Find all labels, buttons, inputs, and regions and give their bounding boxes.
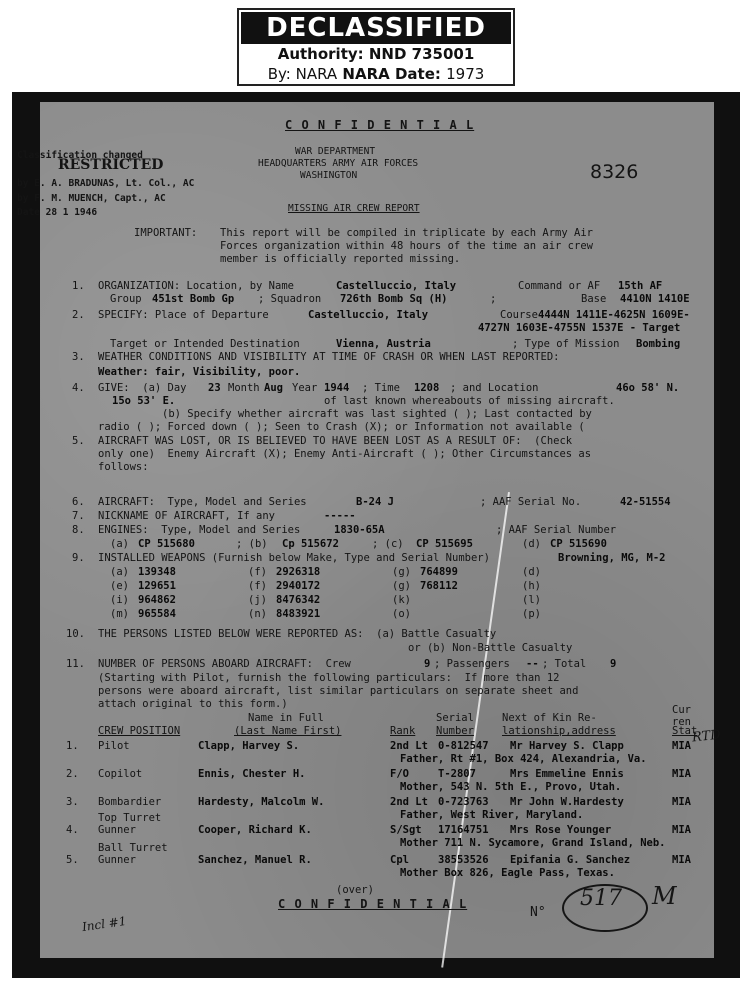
important-line-3: member is officially reported missing. (220, 253, 461, 265)
crew-name: Clapp, Harvey S. (198, 740, 300, 752)
number-label: N° (530, 905, 546, 920)
base-label: Base (581, 293, 607, 305)
crew-next-of-kin: Mrs Rose Younger (510, 824, 612, 836)
weapon-serial: 8476342 (276, 594, 321, 606)
header-serial-2: Number (436, 725, 474, 737)
engine-d-label: (d) (522, 538, 541, 550)
crew-name: Ennis, Chester H. (198, 768, 306, 780)
header-cur-2: ren (672, 716, 691, 728)
crew-next-of-kin: Mr Harvey S. Clapp (510, 740, 624, 752)
month-value: Aug (264, 382, 283, 394)
weapon-slot-label: (o) (392, 608, 411, 620)
weapon-slot-label: (m) (110, 608, 129, 620)
crew-kin-address: Mother, 543 N. 5th E., Provo, Utah. (400, 781, 622, 793)
engines-label: ENGINES: Type, Model and Series (98, 524, 301, 536)
engine-serial-label: ; AAF Serial Number (496, 524, 617, 536)
handwritten-m: M (652, 882, 677, 910)
crew-row-number: 1. (66, 740, 79, 752)
crew-rank: 2nd Lt (390, 740, 428, 752)
departure-value: Castelluccio, Italy (308, 309, 429, 321)
engine-b-value: Cp 515672 (282, 538, 339, 550)
authority-line: Authority: NND 735001 (277, 45, 475, 63)
classification-changed: Classification changed (17, 150, 143, 161)
engine-c-value: CP 515695 (416, 538, 473, 550)
crew-count: 9 (424, 658, 431, 670)
course-line-2: 4727N 1603E-4755N 1537E - Target (478, 322, 681, 334)
weapon-serial: 8483921 (276, 608, 321, 620)
item-4-num: 4. (72, 382, 85, 394)
crew-serial: 17164751 (438, 824, 489, 836)
casualty-battle: THE PERSONS LISTED BELOW WERE REPORTED AS: (a) Battle Casualty (98, 628, 497, 640)
report-form (17, 102, 722, 958)
engine-d-value: CP 515690 (550, 538, 607, 550)
crew-serial: 0-812547 (438, 740, 489, 752)
item-6-num: 6. (72, 496, 85, 508)
aaf-serial-value: 42-51554 (620, 496, 671, 508)
engine-b-label: ; (b) (236, 538, 268, 550)
weapons-label: INSTALLED WEAPONS (Furnish below Make, Type and Serial Number) (98, 552, 490, 564)
weapon-slot-label: (g) (392, 566, 411, 578)
crew-position: Gunner (98, 854, 136, 866)
nara-date-label: NARA Date: (342, 65, 441, 83)
weapon-serial: 139348 (138, 566, 176, 578)
destination-label: Target or Intended Destination (110, 338, 300, 350)
year-label: Year (292, 382, 318, 394)
weapon-slot-label: (n) (248, 608, 267, 620)
weapon-slot-label: (d) (522, 566, 541, 578)
crew-kin-address: Mother 711 N. Sycamore, Grand Island, Neb. (400, 837, 666, 849)
by-prefix: By: NARA (267, 65, 338, 83)
classification-date: Date 28 1 1946 (17, 207, 98, 218)
weapon-slot-label: (p) (522, 608, 541, 620)
aircraft-type: B-24 J (356, 496, 394, 508)
org-location: Castelluccio, Italy (336, 280, 457, 292)
crew-kin-address: Father, Rt #1, Box 424, Alexandria, Va. (400, 753, 647, 765)
crew-name: Cooper, Richard K. (198, 824, 312, 836)
item-11-num: 11. (66, 658, 85, 670)
header-name-2: (Last Name First) (234, 725, 342, 737)
crew-serial: T-2807 (438, 768, 476, 780)
item-10-num: 10. (66, 628, 85, 640)
header-kin-1: Next of Kin Re- (502, 712, 597, 724)
nara-date: 1973 (446, 65, 485, 83)
engine-c-label: ; (c) (372, 538, 404, 550)
squadron-label: ; Squadron (258, 293, 322, 305)
confidential-top: C O N F I D E N T I A L (285, 118, 475, 132)
crew-position: Bombardier (98, 796, 162, 808)
war-department: WAR DEPARTMENT (295, 146, 376, 157)
item-2-num: 2. (72, 309, 85, 321)
crew-rank: Cpl (390, 854, 409, 866)
persons-label: NUMBER OF PERSONS ABOARD AIRCRAFT: Crew (98, 658, 351, 670)
weapon-slot-label: (a) (110, 566, 129, 578)
engine-a-label: (a) (110, 538, 129, 550)
item-2-label: SPECIFY: Place of Departure (98, 309, 269, 321)
item-5-follows: follows: (98, 461, 149, 473)
nickname-value: ----- (324, 510, 356, 522)
important-line-1: This report will be compiled in triplicate by each Army Air (220, 227, 593, 239)
header-serial-1: Serial (436, 712, 474, 724)
important-line-2: Forces organization within 48 hours of the time an air crew (220, 240, 593, 252)
time-value: 1208 (414, 382, 440, 394)
weapons-make: Browning, MG, M-2 (558, 552, 666, 564)
crew-next-of-kin: Epifania G. Sanchez (510, 854, 631, 866)
engines-type: 1830-65A (334, 524, 385, 536)
weapon-slot-label: (i) (110, 594, 129, 606)
squadron-value: 726th Bomb Sq (H) (340, 293, 448, 305)
whereabouts-text: of last known whereabouts of missing aircraft. (324, 395, 615, 407)
weapon-slot-label: (k) (392, 594, 411, 606)
item-5-label: AIRCRAFT WAS LOST, OR IS BELIEVED TO HAVE BEEN LOST AS A RESULT OF: (Check (98, 435, 573, 447)
persons-note-3: attach original to this form.) (98, 698, 288, 710)
weapon-serial: 768112 (420, 580, 458, 592)
persons-note-1: (Starting with Pilot, furnish the following particulars: If more than 12 (98, 672, 560, 684)
weapon-serial: 2940172 (276, 580, 321, 592)
passengers-count: -- (526, 658, 539, 670)
item-1-num: 1. (72, 280, 85, 292)
item-9-num: 9. (72, 552, 85, 564)
year-value: 1944 (324, 382, 350, 394)
mission-value: Bombing (636, 338, 681, 350)
base-value: 4410N 1410E (620, 293, 690, 305)
aircraft-label: AIRCRAFT: Type, Model and Series (98, 496, 307, 508)
crew-status: MIA (672, 824, 691, 836)
item-7-num: 7. (72, 510, 85, 522)
over-text: (over) (336, 884, 374, 896)
nara-date-line (239, 64, 513, 84)
weapon-serial: 964862 (138, 594, 176, 606)
weapon-slot-label: (f) (248, 566, 267, 578)
crew-row-number: 2. (66, 768, 79, 780)
crew-position: Copilot (98, 768, 143, 780)
report-number: 8326 (590, 161, 639, 183)
crew-rank: S/Sgt (390, 824, 422, 836)
command-label: Command or AF (518, 280, 601, 292)
crew-rank: F/O (390, 768, 409, 780)
item-3-num: 3. (72, 351, 85, 363)
item-5-options: only one) Enemy Aircraft (X); Enemy Anti-Aircraft ( ); Other Circumstances as (98, 448, 592, 460)
form-title: MISSING AIR CREW REPORT (288, 203, 420, 214)
destination-value: Vienna, Austria (336, 338, 431, 350)
crew-rank: 2nd Lt (390, 796, 428, 808)
weapon-serial: 764899 (420, 566, 458, 578)
header-name-1: Name in Full (248, 712, 324, 724)
weapon-slot-label: (j) (248, 594, 267, 606)
confidential-bottom: C O N F I D E N T I A L (278, 897, 468, 911)
weapon-slot-label: (f) (248, 580, 267, 592)
location-label: ; and Location (450, 382, 539, 394)
header-cur-3: Stat (672, 725, 698, 737)
crew-next-of-kin: Mr John W.Hardesty (510, 796, 624, 808)
crew-kin-address: Father, West River, Maryland. (400, 809, 584, 821)
crew-next-of-kin: Mrs Emmeline Ennis (510, 768, 624, 780)
base-sep: ; (490, 293, 503, 305)
crew-status: MIA (672, 768, 691, 780)
weapon-slot-label: (e) (110, 580, 129, 592)
crew-name: Sanchez, Manuel R. (198, 854, 312, 866)
header-cur-1: Cur (672, 704, 691, 716)
crew-row-number: 3. (66, 796, 79, 808)
header-kin-2: lationship,address (502, 725, 616, 737)
engine-a-value: CP 515680 (138, 538, 195, 550)
header-position: CREW POSITION (98, 725, 181, 737)
crew-position-detail: Ball Turret (98, 842, 168, 854)
item-5-num: 5. (72, 435, 85, 447)
total-label: ; Total (542, 658, 587, 670)
crew-serial: 0-723763 (438, 796, 489, 808)
important-label: IMPORTANT: (134, 227, 198, 239)
weather-value: Weather: fair, Visibility, poor. (98, 366, 301, 378)
crew-status: MIA (672, 854, 691, 866)
aaf-serial-label: ; AAF Serial No. (480, 496, 582, 508)
classification-by-1: by E. A. BRADUNAS, Lt. Col., AC (17, 178, 195, 189)
hq-army-air-forces: HEADQUARTERS ARMY AIR FORCES (258, 158, 419, 169)
persons-note-2: persons were aboard aircraft, list similar particulars on separate sheet and (98, 685, 579, 697)
mission-label: ; Type of Mission (512, 338, 620, 350)
header-rank: Rank (390, 725, 416, 737)
weapon-serial: 965584 (138, 608, 176, 620)
crew-position: Pilot (98, 740, 130, 752)
washington: WASHINGTON (300, 170, 358, 181)
location-lon: 15o 53' E. (112, 395, 176, 407)
course-label: Course (500, 309, 538, 321)
rtd-annotation: RTD (691, 727, 722, 746)
crew-position-detail: Top Turret (98, 812, 162, 824)
group-label: Group (110, 293, 142, 305)
month-label: Month (228, 382, 260, 394)
crew-status: MIA (672, 796, 691, 808)
declassified-title: DECLASSIFIED (241, 12, 511, 44)
course-line-1: 4444N 1411E-4625N 1609E- (538, 309, 690, 321)
restricted-stamp: RESTRICTED (58, 157, 164, 173)
weapon-serial: 2926318 (276, 566, 321, 578)
classification-by-2: by F. M. MUENCH, Capt., AC (17, 193, 166, 204)
crew-name: Hardesty, Malcolm W. (198, 796, 325, 808)
crew-serial: 38553526 (438, 854, 489, 866)
declassified-stamp (237, 8, 515, 86)
command-value: 15th AF (618, 280, 663, 292)
item-3-label: WEATHER CONDITIONS AND VISIBILITY AT TIME OF CRASH OR WHEN LAST REPORTED: (98, 351, 560, 363)
crew-row-number: 5. (66, 854, 79, 866)
number-value: 517 (580, 886, 622, 911)
day-value: 23 (208, 382, 221, 394)
document-scan (12, 92, 740, 978)
weapon-slot-label: (g) (392, 580, 411, 592)
day-label: GIVE: (a) Day (98, 382, 187, 394)
weapon-slot-label: (l) (522, 594, 541, 606)
weapon-serial: 129651 (138, 580, 176, 592)
item-1-label: ORGANIZATION: Location, by Name (98, 280, 294, 292)
forced-down-text: radio ( ); Forced down ( ); Seen to Crash (X); or Information not available ( (98, 421, 585, 433)
passengers-label: ; Passengers (434, 658, 510, 670)
sighted-text: (b) Specify whether aircraft was last sighted ( ); Last contacted by (162, 408, 592, 420)
weapon-slot-label: (h) (522, 580, 541, 592)
location-lat: 46o 58' N. (616, 382, 680, 394)
total-count: 9 (610, 658, 617, 670)
group-value: 451st Bomb Gp (152, 293, 235, 305)
crew-row-number: 4. (66, 824, 79, 836)
casualty-nonbattle: or (b) Non-Battle Casualty (408, 642, 573, 654)
item-8-num: 8. (72, 524, 85, 536)
crew-kin-address: Mother Box 826, Eagle Pass, Texas. (400, 867, 615, 879)
crew-position: Gunner (98, 824, 136, 836)
crew-status: MIA (672, 740, 691, 752)
time-label: ; Time (362, 382, 400, 394)
nickname-label: NICKNAME OF AIRCRAFT, If any (98, 510, 276, 522)
inclosure-note: Incl #1 (81, 913, 128, 935)
